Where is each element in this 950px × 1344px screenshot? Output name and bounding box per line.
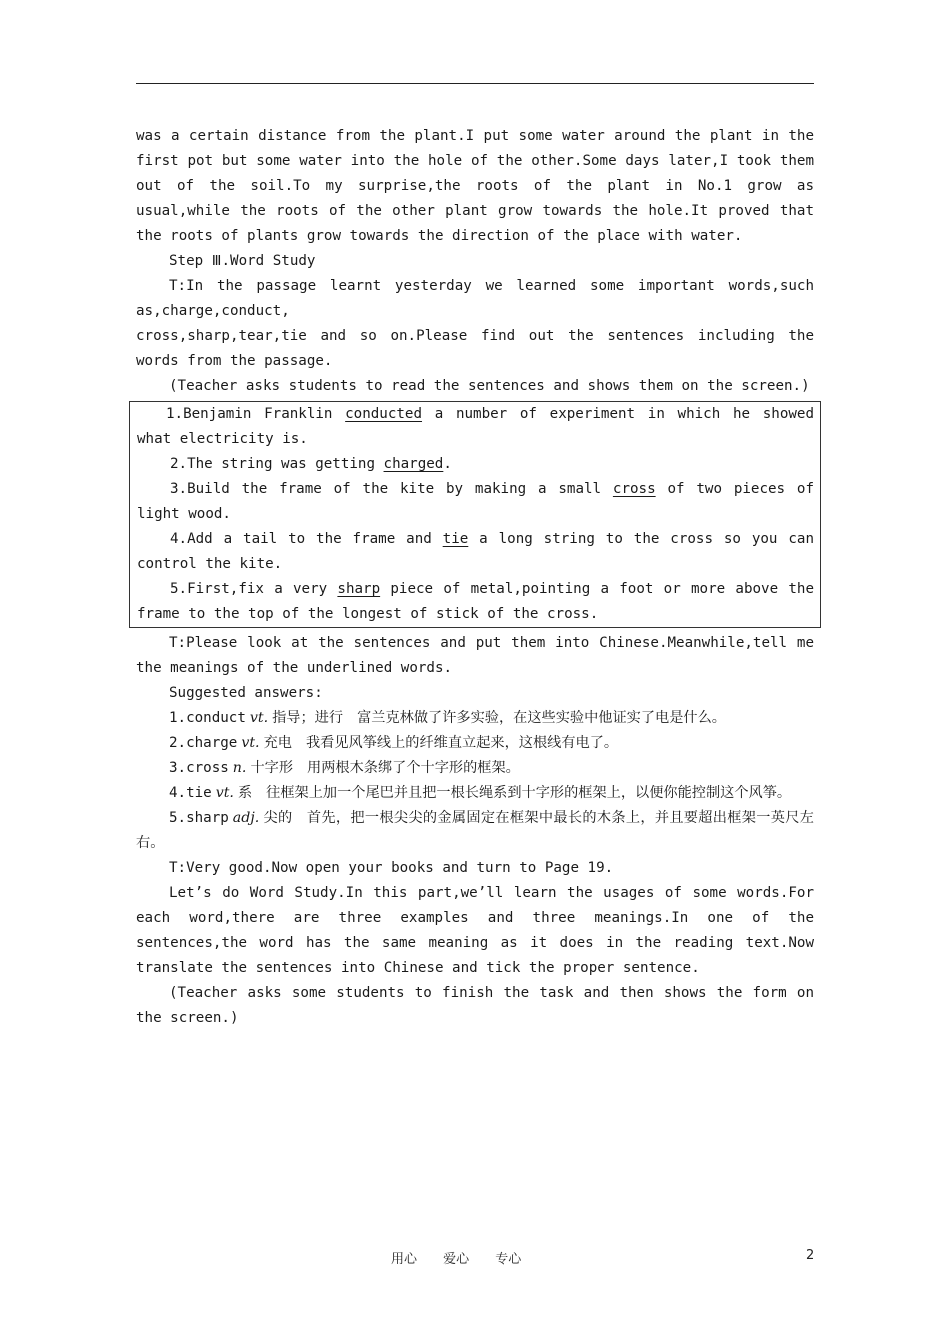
paragraph-experiment: was a certain distance from the plant.I put some water around the plant in the first pot but some water into the hole of the other.Some days later,I took them out of the soil.To my surprise,the roots of the plant in No.1 grow as usual,while the roots of the other plant grow towards the hole.It proved that the roots of plants grow towards the direction of the place with water. [136,128,814,244]
underlined-word: conducted [345,406,423,422]
box-sentence-2: 2.The string was getting charged. [170,456,452,472]
underlined-word: sharp [337,581,381,597]
page-number: 2 [806,1248,815,1263]
teacher-note: (Teacher asks students to read the sentences and shows them on the screen.) [169,378,810,394]
box-sentence-5: 5.First,fix a very sharp piece of metal,pointing a foot or more above the frame to the top of the longest of stick of the cross. [137,581,814,622]
answer-1: 1.conduct vt. 指导；进行 富兰克林做了许多实验，在这些实验中他证实了电是什么。 [169,710,726,726]
box-sentence-4: 4.Add a tail to the frame and tie a long string to the cross so you can control the kite. [137,531,814,572]
underlined-word: charged [383,456,444,472]
teacher-instruction: T:Please look at the sentences and put them into Chinese.Meanwhile,tell me the meanings of the underlined words. [136,635,814,676]
box-sentence-1: 1.Benjamin Franklin conducted a number of experiment in which he showed what electricity is. [137,406,814,447]
header-rule [136,83,814,84]
answer-5: 5.sharp adj. 尖的 首先，把一根尖尖的金属固定在框架中最长的木条上，并且要超出框架一英尺左右。 [136,810,814,851]
suggested-answers-label: Suggested answers: [169,685,323,701]
box-sentence-3: 3.Build the frame of the kite by making a small cross of two pieces of light wood. [137,481,814,522]
teacher-line: T:In the passage learnt yesterday we learned some important words,such as,charge,conduct, [136,278,814,319]
answer-4: 4.tie vt. 系 往框架上加一个尾巴并且把一根长绳系到十字形的框架上，以便你能控制这个风筝。 [169,785,792,801]
teacher-page-instruction: T:Very good.Now open your books and turn to Page 19. [169,860,614,876]
footer-motto: 用心 爱心 专心 [391,1252,522,1267]
answer-3: 3.cross n. 十字形 用两根木条绑了个十字形的框架。 [169,760,520,776]
word-study-paragraph: Let’s do Word Study.In this part,we’ll learn the usages of some words.For each word,there are three examples and three meanings.In one of the sentences,the word has the same meaning as it does in the reading text.Now translate the sentences into Chinese and tick the proper sentence. [136,885,814,976]
teacher-line-cont: cross,sharp,tear,tie and so on.Please find out the sentences including the words from the passage. [136,328,814,369]
answer-2: 2.charge vt. 充电 我看见风筝线上的纤维直立起来，这根线有电了。 [169,735,619,751]
page-content [136,124,814,1031]
underlined-word: cross [612,481,656,497]
step-heading: Step Ⅲ.Word Study [169,253,316,269]
page-footer [0,1248,950,1268]
sentence-box [129,401,821,628]
teacher-note-2: (Teacher asks some students to finish the task and then shows the form on the screen.) [136,985,814,1026]
underlined-word: tie [442,531,469,547]
